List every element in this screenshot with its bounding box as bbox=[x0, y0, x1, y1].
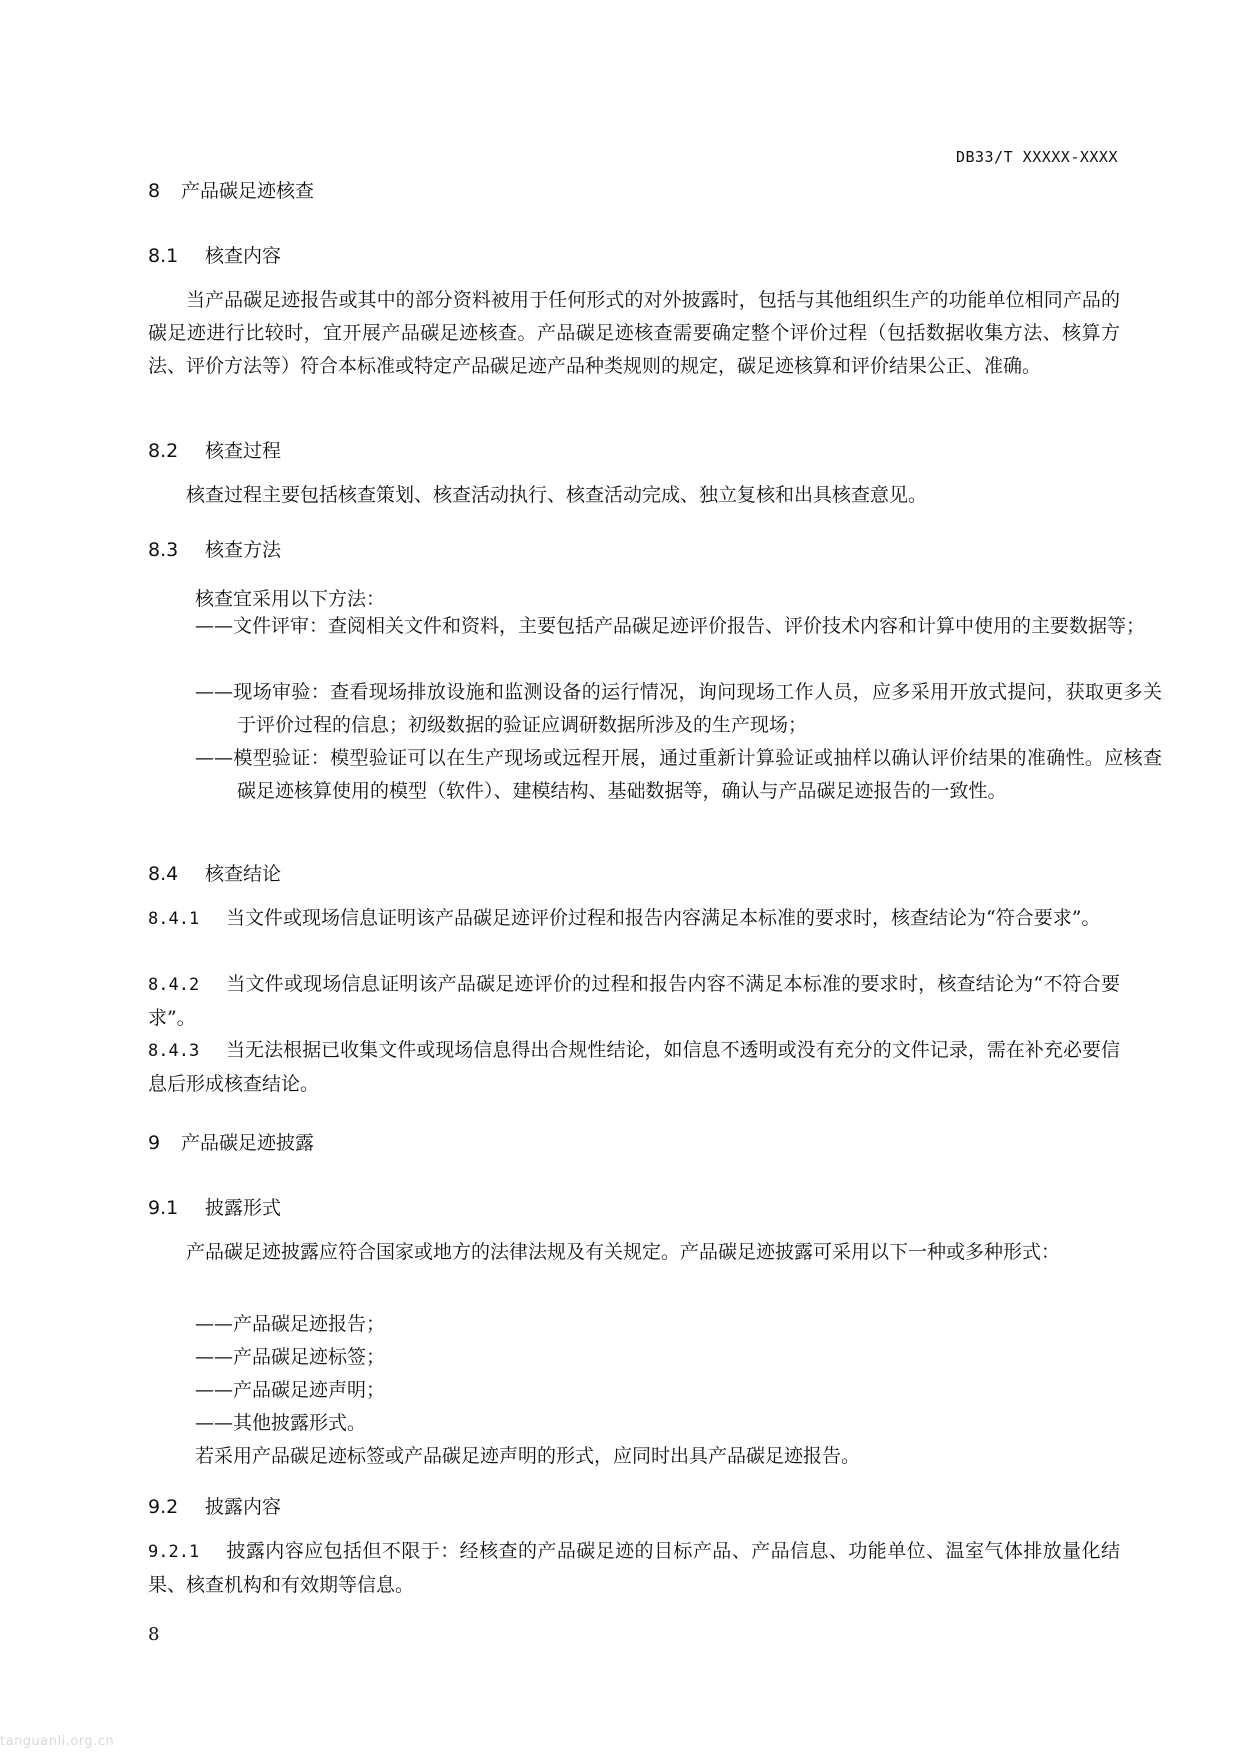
list-item: ——现场审验：查看现场排放设施和监测设备的运行情况，询问现场工作人员，应多采用开放式提问，获取更多关于评价过程的信息；初级数据的验证应调研数据所涉及的生产现场； bbox=[195, 681, 1162, 736]
section-8-2-paragraph: 核查过程主要包括核查策划、核查活动执行、核查活动完成、独立复核和出具核查意见。 bbox=[186, 484, 928, 506]
section-8-1-heading bbox=[148, 241, 281, 268]
page-number: 8 bbox=[148, 1624, 160, 1645]
list-item: ——产品碳足迹标签； bbox=[195, 1346, 386, 1368]
clause-text: 当文件或现场信息证明该产品碳足迹评价的过程和报告内容不满足本标准的要求时，核查结论为“不符合要求”。 bbox=[148, 973, 1120, 1029]
section-title: 产品碳足迹核查 bbox=[181, 180, 315, 202]
list-item: ——文件评审：查阅相关文件和资料，主要包括产品碳足迹评价报告、评价技术内容和计算中使用的主要数据等； bbox=[195, 615, 1146, 637]
section-8-1-paragraph: 当产品碳足迹报告或其中的部分资料被用于任何形式的对外披露时，包括与其他组织生产的功能单位相同产品的碳足迹进行比较时，宜开展产品碳足迹核查。产品碳足迹核查需要确定整个评价过程（包括数据收集方法、核算方法、评价方法等）符合本标准或特定产品碳足迹产品种类规则的规定，碳足迹核算和评价结果公正、准确。 bbox=[148, 289, 1120, 377]
clause-text: 当文件或现场信息证明该产品碳足迹评价过程和报告内容满足本标准的要求时，核查结论为“符合要求”。 bbox=[226, 907, 1101, 929]
section-8-3-heading bbox=[148, 535, 281, 562]
list-item: ——产品碳足迹报告； bbox=[195, 1313, 386, 1335]
section-8-2-heading bbox=[148, 436, 281, 463]
section-number: 8.3 bbox=[148, 539, 179, 561]
clause-text: 披露内容应包括但不限于：经核查的产品碳足迹的目标产品、产品信息、功能单位、温室气体排放量化结果、核查机构和有效期等信息。 bbox=[148, 1540, 1120, 1596]
section-title: 披露形式 bbox=[205, 1197, 282, 1219]
clause-9-2-1 bbox=[148, 1535, 1120, 1602]
section-8-4-heading bbox=[148, 859, 281, 886]
section-number: 9.2 bbox=[148, 1496, 179, 1518]
document-code: DB33/T XXXXX-XXXX bbox=[955, 148, 1118, 166]
section-number: 8.1 bbox=[148, 245, 179, 267]
clause-8-4-1 bbox=[148, 902, 1120, 936]
section-9-2-heading bbox=[148, 1492, 281, 1519]
section-8-heading bbox=[148, 176, 314, 203]
section-number: 8.4 bbox=[148, 863, 179, 885]
list-item: ——产品碳足迹声明； bbox=[195, 1379, 386, 1401]
clause-text: 当无法根据已收集文件或现场信息得出合规性结论，如信息不透明或没有充分的文件记录，需在补充必要信息后形成核查结论。 bbox=[148, 1039, 1120, 1095]
list-item: ——模型验证：模型验证可以在生产现场或远程开展，通过重新计算验证或抽样以确认评价结果的准确性。应核查碳足迹核算使用的模型（软件）、建模结构、基础数据等，确认与产品碳足迹报告的一致性。 bbox=[195, 747, 1162, 802]
section-title: 核查内容 bbox=[205, 245, 282, 267]
watermark: tanguanli.org.cn bbox=[0, 1734, 115, 1749]
clause-number: 8.4.1 bbox=[148, 909, 200, 929]
section-title: 披露内容 bbox=[205, 1496, 282, 1518]
clause-8-4-3 bbox=[148, 1034, 1120, 1101]
section-number: 9 bbox=[148, 1132, 161, 1154]
section-9-heading bbox=[148, 1128, 314, 1155]
section-number: 9.1 bbox=[148, 1197, 179, 1219]
list-item: ——其他披露形式。 bbox=[195, 1412, 367, 1434]
section-title: 产品碳足迹披露 bbox=[181, 1132, 315, 1154]
section-number: 8.2 bbox=[148, 440, 179, 462]
clause-8-4-2 bbox=[148, 968, 1120, 1035]
section-title: 核查结论 bbox=[205, 863, 282, 885]
clause-number: 9.2.1 bbox=[148, 1542, 200, 1562]
section-9-1-note: 若采用产品碳足迹标签或产品碳足迹声明的形式，应同时出具产品碳足迹报告。 bbox=[195, 1445, 861, 1467]
clause-number: 8.4.3 bbox=[148, 1041, 200, 1061]
section-number: 8 bbox=[148, 180, 161, 202]
section-8-3-intro: 核查宜采用以下方法： bbox=[195, 588, 386, 610]
section-9-1-paragraph: 产品碳足迹披露应符合国家或地方的法律法规及有关规定。产品碳足迹披露可采用以下一种或多种形式： bbox=[186, 1241, 1061, 1263]
clause-number: 8.4.2 bbox=[148, 975, 200, 995]
section-title: 核查方法 bbox=[205, 539, 282, 561]
section-title: 核查过程 bbox=[205, 440, 282, 462]
section-9-1-heading bbox=[148, 1193, 281, 1220]
